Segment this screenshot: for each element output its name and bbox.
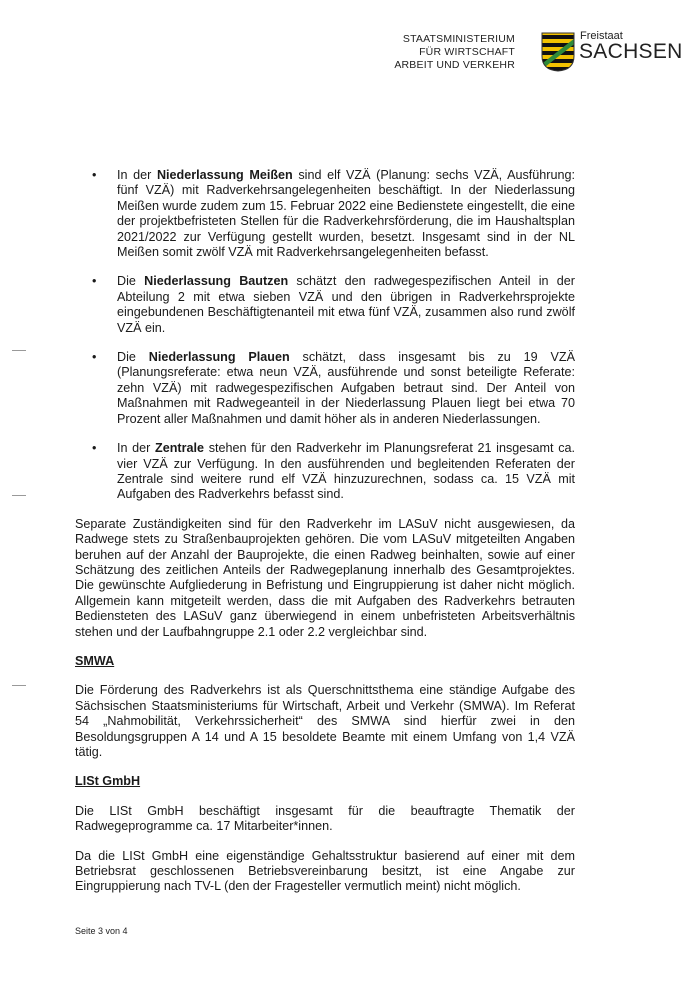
document-body [75, 168, 575, 909]
bullet-bold-term: Niederlassung Bautzen [144, 274, 289, 289]
heading-smwa: SMWA [75, 653, 115, 668]
ministry-line-1: STAATSMINISTERIUM [402, 33, 515, 45]
bullet-list [75, 168, 575, 503]
ministry-line-3: ARBEIT UND VERKEHR [394, 59, 515, 71]
ministry-name [394, 33, 515, 72]
bullet-icon: • [92, 168, 97, 182]
bullet-bold-term: Niederlassung Meißen [156, 168, 293, 182]
bullet-bold-term: Niederlassung Plauen [148, 350, 290, 365]
bullet-icon: • [92, 274, 97, 289]
bullet-item-zentrale: • In der Zentrale stehen für den Radverkehr im Planungsreferat 21 insgesamt ca. vier VZÄ zur Verfügung. In den ausführenden und begleitenden Referaten der Zentrale sind weitere rund elf VZÄ hinzuzurechnen, sodass ca. 15 VZÄ mit Aufgaben des Radverkehrs befasst sind. [92, 441, 576, 502]
margin-fold-mark [12, 495, 26, 496]
bullet-icon: • [92, 441, 97, 456]
bullet-item-bautzen: • Die Niederlassung Bautzen schätzt den radwegespezifischen Anteil in der Abteilung 2 mit etwa sieben VZÄ und den übrigen in Radverkehrsprojekte eingebundenen Beschäftigtenanteil mit etwa fünf VZÄ, zusammen also rund zwölf VZÄ ein. [92, 274, 575, 335]
margin-fold-mark [12, 350, 26, 351]
logo-freistaat: Freistaat [580, 30, 623, 42]
paragraph-smwa: Die Förderung des Radverkehrs ist als Querschnittsthema eine ständige Aufgabe des Sächsischen Staatsministeriums für Wirtschaft, Arbeit und Verkehr (SMWA). Im Referat 54 „Nahmobilität, Verkehrssicherheit“ des SMWA sind hierfür zwei in den Besoldungsgruppen A 14 und A 15 besoldete Beamte mit einem Umfang von 1,4 VZÄ tätig. [75, 683, 575, 759]
bullet-bold-term: Zentrale [155, 441, 205, 456]
heading-list-gmbh: LISt GmbH [75, 774, 141, 789]
bullet-item-meissen: • In der Niederlassung Meißen sind elf VZÄ (Planung: sechs VZÄ, Ausführung: fünf VZÄ) mit Radverkehrsangelegenheiten beschäftigt. In der Niederlassung Meißen wurde zudem zum 15. Februar 2022 eine Bedienstete eingestellt, die eine der projektbefristeten Stellen für die Radverkehrsförderung, die im Haushaltsplan 2021/2022 zur Verfügung gestellt wurden, besetzt. Insgesamt sind in der NL Meißen somit zwölf VZÄ mit Radverkehrsangelegenheiten befasst. [92, 168, 575, 260]
page-number: Seite 3 von 4 [75, 926, 128, 936]
bullet-icon: • [92, 350, 97, 365]
page-header [0, 0, 700, 90]
paragraph-list-1: Die LISt GmbH beschäftigt insgesamt für die beauftragte Thematik der Radwegeprogramme ca. 17 Mitarbeiter*innen. [75, 803, 575, 834]
margin-fold-mark [12, 685, 26, 686]
paragraph-lasuv: Separate Zuständigkeiten sind für den Radverkehr im LASuV nicht ausgewiesen, da Radwege stets zu Straßenbauprojekten gehören. Die vom LASuV mitgeteilten Angaben beruhen auf der Anzahl der Bauprojekte, die einen Radweg beinhalten, sowie auf einer Schätzung des zeitlichen Anteils der Radwegeplanung innerhalb des Gesamtprojektes. Die gewünschte Aufgliederung in Befristung und Eingruppierung ist daher nicht möglich. Allgemein kann mitgeteilt werden, dass die mit Aufgaben des Radverkehrs betrauten Bediensteten des LASuV ganz überwiegend in einem unbefristeten Arbeitsverhältnis stehen und der Laufbahngruppe 2.1 oder 2.2 vergleichbar sind. [75, 516, 575, 639]
paragraph-list-2: Da die LISt GmbH eine eigenständige Gehaltsstruktur basierend auf einer mit dem Betriebsrat geschlossenen Betriebsvereinbarung besitzt, ist eine Angabe zur Eingruppierung nach TV-L (den der Fragesteller vermutlich meint) nicht möglich. [75, 848, 575, 894]
saxony-coat-of-arms-icon [541, 32, 575, 72]
bullet-item-plauen: • Die Niederlassung Plauen schätzt, dass insgesamt bis zu 19 VZÄ (Planungsreferate: etwa neun VZÄ, ausführende und sonst beteiligte Referate: zehn VZÄ) mit radwegespezifischen Aufgaben betraut sind. Der Anteil von Maßnahmen mit Radwegeanteil in der Niederlassung Plauen liegt bei etwa 70 Prozent aller Maßnahmen und damit höher als in anderen Niederlassungen. [92, 350, 575, 426]
ministry-line-2: FÜR WIRTSCHAFT [419, 46, 515, 58]
logo-sachsen: SACHSEN [579, 40, 683, 63]
